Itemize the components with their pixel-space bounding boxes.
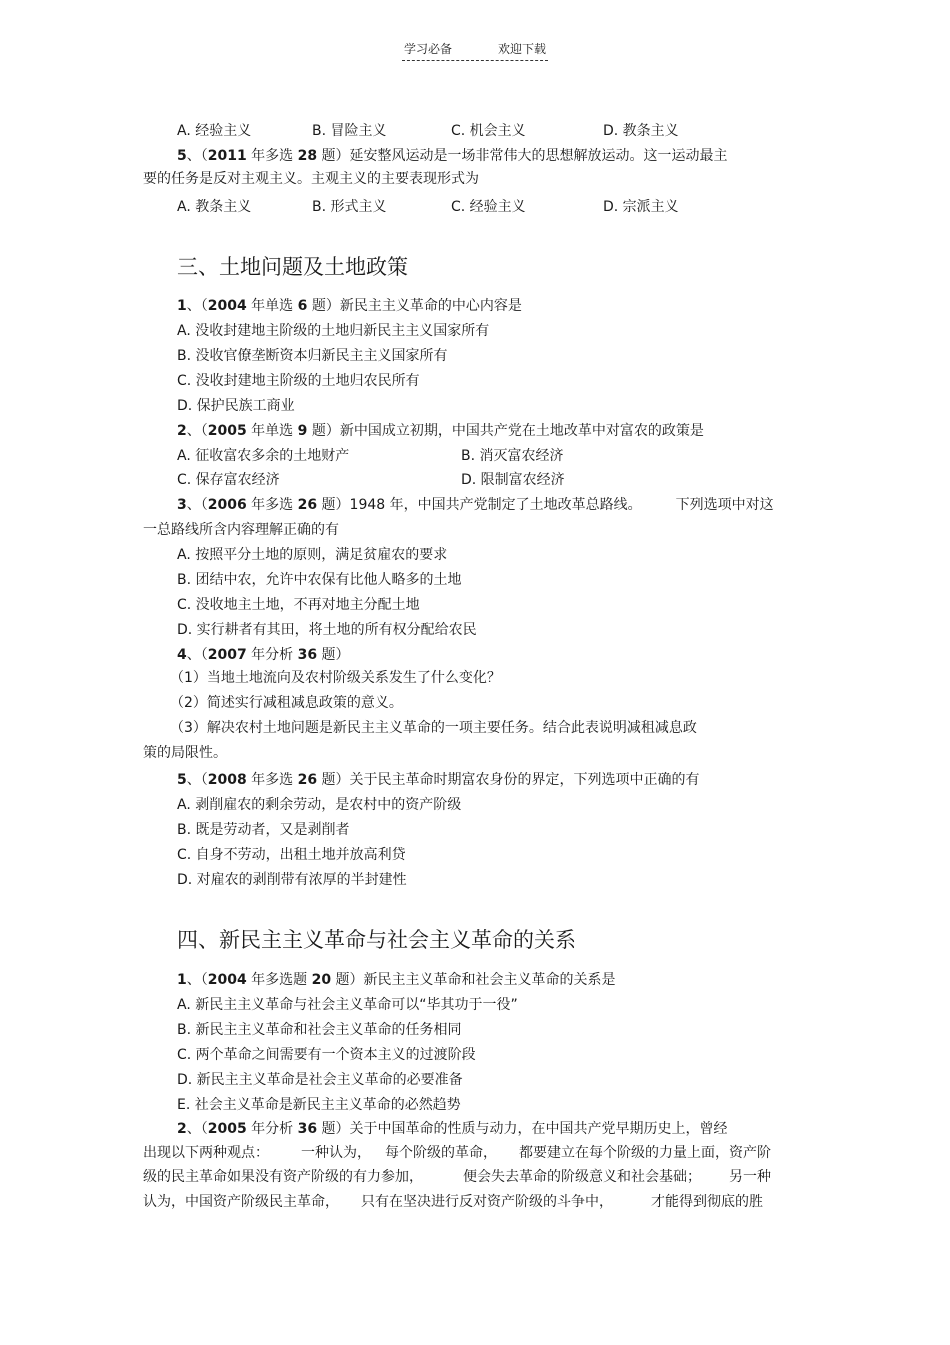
- page-header-rule: [402, 40, 548, 61]
- option-d: D. 对雇农的剥削带有浓厚的半封建性: [177, 872, 407, 888]
- option-c: C. 机会主义: [451, 123, 526, 139]
- option-b: B. 既是劳动者，又是剥削者: [177, 822, 350, 838]
- option-a: A. 新民主主义革命与社会主义革命可以“毕其功于一役”: [177, 997, 518, 1013]
- question-s2-q5: 5、（2011 年多选 28 题）延安整风运动是一场非常伟大的思想解放运动。这一运动最主: [177, 148, 728, 164]
- question-s4-q2-line3: 级的民主革命如果没有资产阶级的有力参加， 便会失去革命的阶级意义和社会基础； 另一种: [143, 1169, 771, 1185]
- question-s3-q2: 2、（2005 年单选 9 题）新中国成立初期，中国共产党在土地改革中对富农的政策是: [177, 423, 704, 439]
- option-d: D. 限制富农经济: [461, 472, 565, 488]
- question-s4-q1: 1、（2004 年多选题 20 题）新民主主义革命和社会主义革命的关系是: [177, 972, 616, 988]
- section-title-3: 三、土地问题及土地政策: [177, 255, 408, 279]
- option-a: A. 经验主义: [177, 123, 252, 139]
- option-b: B. 没收官僚垄断资本归新民主主义国家所有: [177, 348, 448, 364]
- option-b: B. 形式主义: [312, 199, 387, 215]
- option-a: A. 按照平分土地的原则，满足贫雇农的要求: [177, 547, 448, 563]
- option-a: A. 教条主义: [177, 199, 252, 215]
- option-d: D. 宗派主义: [603, 199, 679, 215]
- question-s3-q3: 3、（2006 年多选 26 题）1948 年，中国共产党制定了土地改革总路线。 下列选项中对这: [177, 497, 774, 513]
- option-d: D. 教条主义: [603, 123, 679, 139]
- question-s3-q4: 4、（2007 年分析 36 题）: [177, 647, 350, 663]
- option-d: D. 保护民族工商业: [177, 398, 295, 414]
- question-s3-q1: 1、（2004 年单选 6 题）新民主主义革命的中心内容是: [177, 298, 522, 314]
- question-s4-q2-line4: 认为，中国资产阶级民主革命， 只有在坚决进行反对资产阶级的斗争中， 才能得到彻底的胜: [143, 1194, 763, 1210]
- option-c: C. 两个革命之间需要有一个资本主义的过渡阶段: [177, 1047, 476, 1063]
- option-a: A. 征收富农多余的土地财产: [177, 448, 350, 464]
- option-b: B. 冒险主义: [312, 123, 387, 139]
- option-c: C. 没收地主土地，不再对地主分配土地: [177, 597, 420, 613]
- sub-question-3-cont: 策的局限性。: [143, 745, 227, 761]
- sub-question-3: （3）解决农村土地问题是新民主主义革命的一项主要任务。结合此表说明减租减息政: [170, 720, 697, 736]
- question-s4-q2-line2: 出现以下两种观点： 一种认为， 每个阶级的革命， 都要建立在每个阶级的力量上面，资产阶: [143, 1145, 771, 1161]
- option-c: C. 自身不劳动，出租土地并放高利贷: [177, 847, 406, 863]
- option-c: C. 没收封建地主阶级的土地归农民所有: [177, 373, 420, 389]
- question-s3-q5: 5、（2008 年多选 26 题）关于民主革命时期富农身份的界定，下列选项中正确的有: [177, 772, 700, 788]
- option-b: B. 新民主主义革命和社会主义革命的任务相同: [177, 1022, 462, 1038]
- option-e: E. 社会主义革命是新民主主义革命的必然趋势: [177, 1097, 461, 1113]
- header-right-text: 欢迎下载: [498, 42, 547, 56]
- question-s3-q3-cont: 一总路线所含内容理解正确的有: [143, 522, 339, 538]
- sub-question-2: （2）简述实行减租减息政策的意义。: [170, 695, 403, 711]
- option-d: D. 实行耕者有其田，将土地的所有权分配给农民: [177, 622, 477, 638]
- option-c: C. 保存富农经济: [177, 472, 280, 488]
- header-left-text: 学习必备: [403, 42, 452, 56]
- option-b: B. 团结中农，允许中农保有比他人略多的土地: [177, 572, 462, 588]
- sub-question-1: （1）当地土地流向及农村阶级关系发生了什么变化？: [170, 670, 501, 686]
- option-d: D. 新民主主义革命是社会主义革命的必要准备: [177, 1072, 463, 1088]
- option-c: C. 经验主义: [451, 199, 526, 215]
- section-title-4: 四、新民主主义革命与社会主义革命的关系: [177, 928, 576, 952]
- question-s2-q5-cont: 要的任务是反对主观主义。主观主义的主要表现形式为: [143, 171, 479, 187]
- page-header: [0, 40, 950, 61]
- option-a: A. 没收封建地主阶级的土地归新民主主义国家所有: [177, 323, 490, 339]
- question-s4-q2: 2、（2005 年分析 36 题）关于中国革命的性质与动力，在中国共产党早期历史上，曾经: [177, 1121, 728, 1137]
- option-b: B. 消灭富农经济: [461, 448, 564, 464]
- option-a: A. 剥削雇农的剩余劳动，是农村中的资产阶级: [177, 797, 462, 813]
